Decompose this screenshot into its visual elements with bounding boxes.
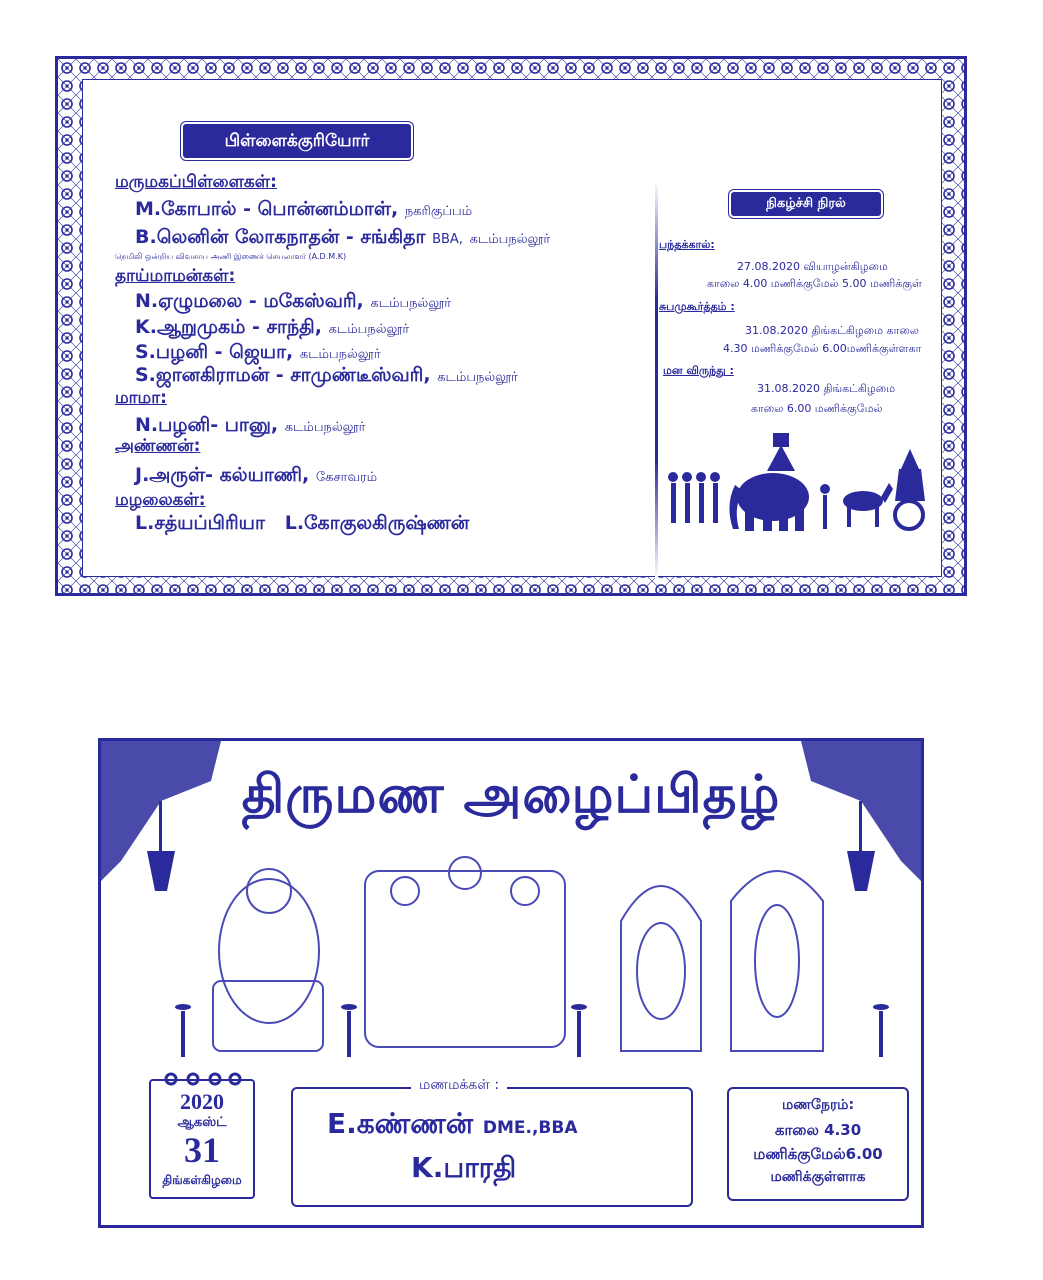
relative-name: N.ஏழுமலை - மகேஸ்வரி, கடம்பநல்லூர் — [135, 290, 452, 312]
section-mazhalai: மழலைகள்: — [115, 490, 206, 510]
invitation-card — [98, 738, 924, 1228]
relative-name: N.பழனி- பானு, கடம்பநல்லூர் — [135, 414, 366, 436]
relative-name: K.ஆறுமுகம் - சாந்தி, கடம்பநல்லூர் — [135, 316, 410, 338]
program-item-text: 31.08.2020 திங்கட்கிழமை காலை — [745, 324, 919, 337]
groom-name: E.கண்ணன் DME.,BBA — [327, 1107, 578, 1140]
family-heading: பிள்ளைக்குரியோர் — [183, 124, 411, 158]
invitation-title: திருமண அழைப்பிதழ் — [241, 765, 781, 825]
calendar-rings-icon — [163, 1071, 243, 1087]
program-item-text: காலை 4.00 மணிக்குமேல் 5.00 மணிக்குள் — [707, 277, 922, 290]
program-item-text: 4.30 மணிக்குமேல் 6.00மணிக்குள்ளகா — [723, 342, 922, 355]
family-card-inner — [82, 79, 942, 577]
program-item-text: 31.08.2020 திங்கட்கிழமை — [757, 382, 896, 395]
time-line: மணிக்குள்ளாக — [770, 1169, 866, 1185]
section-thaimaman: தாய்மாமன்கள்: — [115, 266, 236, 286]
calendar-weekday: திங்கள்கிழமை — [162, 1173, 242, 1187]
couple-label: மணமக்கள் : — [411, 1077, 507, 1095]
program-item-title: பந்தக்கால்: — [659, 238, 715, 251]
date-calendar — [149, 1079, 255, 1199]
program-item-title: சுபமுகூர்த்தம் : — [659, 300, 735, 313]
couple-box — [291, 1077, 693, 1207]
section-mama: மாமா: — [115, 388, 167, 408]
relative-name: J.அருள்- கல்யாணி, கேசாவரம் — [135, 464, 378, 486]
section-annan: அண்ணன்: — [115, 436, 201, 456]
relative-name: S.பழனி - ஜெயா, கடம்பநல்லூர் — [135, 341, 381, 363]
program-item-title: மன விருந்து : — [663, 364, 734, 377]
calendar-month: ஆகஸ்ட் — [177, 1115, 227, 1130]
program-item-text: காலை 6.00 மணிக்குமேல் — [751, 402, 883, 415]
relative-name: B.லெனின் லோகநாதன் - சங்கிதா BBA, கடம்பநல்லூர் — [135, 226, 551, 248]
relative-name: L.சத்யப்பிரியா L.கோகுலகிருஷ்ணன் — [135, 512, 470, 534]
calendar-year: 2020 — [180, 1089, 224, 1114]
calendar-day: 31 — [184, 1130, 220, 1170]
relative-name: M.கோபால் - பொன்னம்மாள், நகரிகுப்பம் — [135, 198, 473, 220]
divider — [655, 180, 658, 580]
program-item-text: 27.08.2020 வியாழன்கிழமை — [737, 260, 888, 273]
procession-illustration — [663, 425, 933, 535]
time-line: மணிக்குமேல்6.00 — [753, 1145, 883, 1163]
time-label: மணநேரம்: — [781, 1097, 855, 1113]
program-heading: நிகழ்ச்சி நிரல் — [731, 192, 881, 216]
bride-name: K.பாரதி — [411, 1151, 517, 1184]
relative-name: S.ஜானகிராமன் - சாமுண்டீஸ்வரி, கடம்பநல்லூர் — [135, 364, 518, 386]
time-line: காலை 4.30 — [774, 1121, 862, 1139]
relative-note: நெமிலி ஒன்றிய விவசாய அணி இணைச் செயலாளர் (A.D.M.K) — [115, 252, 347, 261]
section-marumakan: மருமகப்பிள்ளைகள்: — [115, 172, 277, 192]
time-box — [727, 1087, 909, 1201]
family-card — [55, 56, 967, 596]
